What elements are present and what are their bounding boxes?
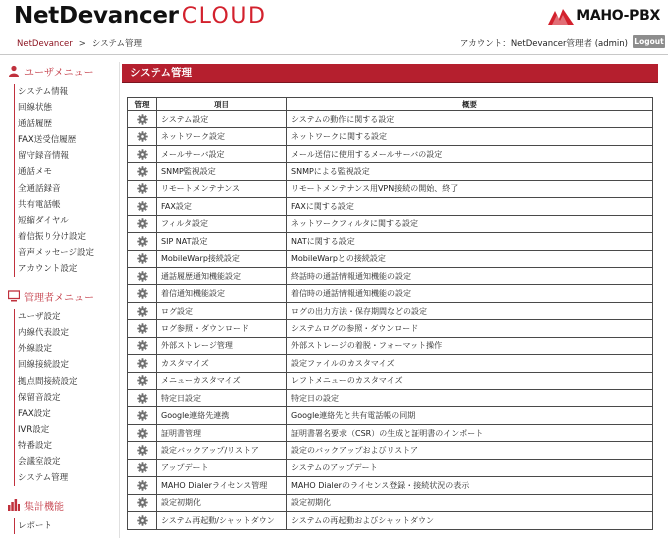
admin-menu-item[interactable]: 特番設定	[18, 440, 53, 451]
table-row	[128, 250, 653, 267]
gear-icon[interactable]	[137, 428, 148, 439]
gear-icon[interactable]	[137, 515, 148, 526]
table-row	[128, 372, 653, 389]
item-cell: 証明書管理	[157, 424, 287, 441]
system-settings-table	[127, 97, 653, 530]
gear-icon[interactable]	[137, 462, 148, 473]
item-cell: ログ参照・ダウンロード	[157, 320, 287, 337]
column-header-summary: 概要	[287, 98, 653, 111]
user-menu-item[interactable]: 短縮ダイヤル	[18, 215, 69, 226]
admin-menu-title	[8, 287, 118, 305]
admin-menu-item[interactable]: 拠点間接続設定	[18, 376, 78, 387]
manage-cell[interactable]	[128, 424, 157, 441]
user-menu-item[interactable]: 着信振り分け設定	[18, 231, 87, 242]
summary-cell: Google連絡先と共有電話帳の同期	[287, 407, 653, 424]
account-label: アカウント：	[459, 39, 511, 49]
summary-cell: 証明書署名要求（CSR）の生成と証明書のインポート	[287, 424, 653, 441]
item-cell: リモートメンテナンス	[157, 180, 287, 197]
item-cell: 通話履歴通知機能設定	[157, 267, 287, 284]
item-cell: FAX設定	[157, 198, 287, 215]
gear-icon[interactable]	[137, 218, 148, 229]
admin-menu-item[interactable]: IVR設定	[18, 424, 50, 435]
column-header-manage: 管理	[128, 98, 157, 111]
gear-icon[interactable]	[137, 183, 148, 194]
table-row	[128, 180, 653, 197]
summary-cell: 終話時の通話情報通知機能の設定	[287, 267, 653, 284]
item-cell: ログ設定	[157, 302, 287, 319]
user-menu-item[interactable]: 共有電話帳	[18, 199, 61, 210]
maho-logo-icon	[548, 7, 574, 25]
summary-cell: ログの出力方法・保存期間などの設定	[287, 302, 653, 319]
manage-cell[interactable]	[128, 302, 157, 319]
item-cell: MAHO Dialerライセンス管理	[157, 477, 287, 494]
gear-icon[interactable]	[137, 323, 148, 334]
table-row	[128, 355, 653, 372]
table-row	[128, 494, 653, 511]
gear-icon[interactable]	[137, 149, 148, 160]
item-cell: SNMP監視設定	[157, 163, 287, 180]
manage-cell[interactable]	[128, 494, 157, 511]
user-menu-title-label: ユーザメニュー	[24, 67, 94, 79]
table-row	[128, 111, 653, 128]
admin-menu-item[interactable]: 保留音設定	[18, 392, 61, 403]
summary-cell: メール送信に使用するメールサーバの設定	[287, 145, 653, 162]
gear-icon[interactable]	[137, 358, 148, 369]
summary-cell: 着信時の通話情報通知機能の設定	[287, 285, 653, 302]
summary-cell: NATに関する設定	[287, 233, 653, 250]
user-menu-item[interactable]: 音声メッセージ設定	[18, 247, 94, 258]
item-cell: メールサーバ設定	[157, 145, 287, 162]
user-menu-item[interactable]: FAX送受信履歴	[18, 135, 77, 146]
item-cell: ネットワーク設定	[157, 128, 287, 145]
logo-text: NetDevancer	[14, 3, 179, 29]
logo-cloud-text: CLOUD	[181, 4, 267, 29]
gear-icon[interactable]	[137, 166, 148, 177]
brand-text: MAHO-PBX	[576, 8, 660, 24]
table-row	[128, 145, 653, 162]
item-cell: MobileWarp接続設定	[157, 250, 287, 267]
breadcrumb-current: システム管理	[91, 39, 143, 49]
main-content	[122, 64, 658, 530]
summary-cell: システムログの参照・ダウンロード	[287, 320, 653, 337]
summary-cell: MobileWarpとの接続設定	[287, 250, 653, 267]
table-row	[128, 302, 653, 319]
manage-cell[interactable]	[128, 512, 157, 529]
user-menu-item[interactable]: アカウント設定	[18, 264, 78, 275]
gear-icon[interactable]	[137, 236, 148, 247]
manage-cell[interactable]	[128, 128, 157, 145]
app-header	[0, 0, 668, 35]
manage-cell[interactable]	[128, 407, 157, 424]
table-row	[128, 163, 653, 180]
table-row	[128, 128, 653, 145]
manage-cell[interactable]	[128, 111, 157, 128]
summary-cell: 設定のバックアップおよびリストア	[287, 442, 653, 459]
gear-icon[interactable]	[137, 445, 148, 456]
table-row	[128, 512, 653, 529]
manage-cell[interactable]	[128, 320, 157, 337]
manage-cell[interactable]	[128, 390, 157, 407]
admin-menu-list	[14, 309, 118, 486]
summary-cell: SNMPによる監視設定	[287, 163, 653, 180]
table-row	[128, 442, 653, 459]
admin-menu-item[interactable]: 回線接続設定	[18, 360, 70, 371]
monitor-icon	[8, 290, 20, 302]
table-row	[128, 320, 653, 337]
user-menu-item[interactable]: 回線状態	[18, 103, 53, 114]
gear-icon[interactable]	[137, 201, 148, 212]
manage-cell[interactable]	[128, 250, 157, 267]
breadcrumb-home-link[interactable]: NetDevancer	[17, 39, 73, 49]
manage-cell[interactable]	[128, 163, 157, 180]
item-cell: メニューカスタマイズ	[157, 372, 287, 389]
gear-icon[interactable]	[137, 340, 148, 351]
summary-cell: 外部ストレージの着脱・フォーマット操作	[287, 337, 653, 354]
stats-menu-title	[8, 496, 118, 514]
admin-menu-item[interactable]: 内線代表設定	[18, 328, 70, 339]
table-row	[128, 267, 653, 284]
user-menu-title	[8, 62, 118, 80]
item-cell: Google連絡先連携	[157, 407, 287, 424]
admin-menu-item[interactable]: 会議室設定	[18, 456, 61, 467]
summary-cell: FAXに関する設定	[287, 198, 653, 215]
item-cell: 外部ストレージ管理	[157, 337, 287, 354]
summary-cell: 設定初期化	[287, 494, 653, 511]
bar-chart-icon	[8, 499, 20, 511]
summary-cell: ネットワークに関する設定	[287, 128, 653, 145]
table-row	[128, 285, 653, 302]
breadcrumb	[17, 37, 142, 49]
sub-header	[0, 35, 668, 53]
item-cell: 設定バックアップ/リストア	[157, 442, 287, 459]
table-row	[128, 424, 653, 441]
manage-cell[interactable]	[128, 145, 157, 162]
column-header-item: 項目	[157, 98, 287, 111]
item-cell: カスタマイズ	[157, 355, 287, 372]
item-cell: 設定初期化	[157, 494, 287, 511]
summary-cell: レフトメニューのカスタマイズ	[287, 372, 653, 389]
app-logo[interactable]	[14, 3, 266, 29]
admin-menu-item[interactable]: FAX設定	[18, 408, 51, 419]
summary-cell: 設定ファイルのカスタマイズ	[287, 355, 653, 372]
gear-icon[interactable]	[137, 393, 148, 404]
logout-button[interactable]: Logout	[634, 37, 664, 46]
manage-cell[interactable]	[128, 180, 157, 197]
sidebar-divider	[119, 62, 120, 538]
manage-cell[interactable]	[128, 233, 157, 250]
summary-cell: システムの動作に関する設定	[287, 111, 653, 128]
sidebar	[8, 62, 118, 538]
gear-icon[interactable]	[137, 271, 148, 282]
admin-menu-item[interactable]: システム管理	[18, 473, 69, 484]
gear-icon[interactable]	[137, 410, 148, 421]
manage-cell[interactable]	[128, 285, 157, 302]
maho-pbx-brand	[548, 6, 660, 26]
manage-cell[interactable]	[128, 215, 157, 232]
manage-cell[interactable]	[128, 477, 157, 494]
stats-menu-list	[14, 518, 118, 534]
item-cell: システム設定	[157, 111, 287, 128]
gear-icon[interactable]	[137, 253, 148, 264]
gear-icon[interactable]	[137, 497, 148, 508]
table-row	[128, 390, 653, 407]
person-icon	[8, 65, 20, 77]
gear-icon[interactable]	[137, 480, 148, 491]
user-menu-item[interactable]: 留守録音情報	[18, 151, 70, 162]
stats-menu-item[interactable]: レポート	[18, 521, 53, 532]
table-row	[128, 337, 653, 354]
header-divider	[0, 54, 668, 55]
user-menu-item[interactable]: 通話履歴	[18, 119, 53, 130]
gear-icon[interactable]	[137, 288, 148, 299]
manage-cell[interactable]	[128, 355, 157, 372]
breadcrumb-separator: >	[78, 39, 86, 49]
table-row	[128, 233, 653, 250]
table-row	[128, 477, 653, 494]
gear-icon[interactable]	[137, 306, 148, 317]
gear-icon[interactable]	[137, 114, 148, 125]
manage-cell[interactable]	[128, 198, 157, 215]
admin-menu-item[interactable]: 外線設定	[18, 344, 53, 355]
admin-menu-item[interactable]: ユーザ設定	[18, 312, 61, 323]
summary-cell: 特定日の設定	[287, 390, 653, 407]
item-cell: フィルタ設定	[157, 215, 287, 232]
page-title: システム管理	[122, 64, 658, 83]
manage-cell[interactable]	[128, 459, 157, 476]
table-row	[128, 198, 653, 215]
stats-menu-title-label: 集計機能	[24, 501, 64, 513]
manage-cell[interactable]	[128, 442, 157, 459]
manage-cell[interactable]	[128, 372, 157, 389]
summary-cell: リモートメンテナンス用VPN接続の開始、終了	[287, 180, 653, 197]
manage-cell[interactable]	[128, 337, 157, 354]
item-cell: アップデート	[157, 459, 287, 476]
item-cell: システム再起動/シャットダウン	[157, 512, 287, 529]
item-cell: 着信通知機能設定	[157, 285, 287, 302]
user-menu-list	[14, 84, 118, 277]
item-cell: SIP NAT設定	[157, 233, 287, 250]
summary-cell: ネットワークフィルタに関する設定	[287, 215, 653, 232]
user-menu-item[interactable]: システム情報	[18, 87, 69, 97]
user-menu-item[interactable]: 通話メモ	[18, 167, 53, 178]
table-header-row	[128, 98, 653, 111]
account-name: NetDevancer管理者 (admin)	[510, 39, 628, 49]
admin-menu-title-label: 管理者メニュー	[24, 292, 94, 304]
summary-cell: システムの再起動およびシャットダウン	[287, 512, 653, 529]
summary-cell: システムのアップデート	[287, 459, 653, 476]
table-row	[128, 215, 653, 232]
account-info	[460, 37, 628, 49]
user-menu-item[interactable]: 全通話録音	[18, 183, 61, 194]
gear-icon[interactable]	[137, 375, 148, 386]
item-cell: 特定日設定	[157, 390, 287, 407]
table-row	[128, 407, 653, 424]
manage-cell[interactable]	[128, 267, 157, 284]
gear-icon[interactable]	[137, 131, 148, 142]
summary-cell: MAHO Dialerのライセンス登録・接続状況の表示	[287, 477, 653, 494]
table-row	[128, 459, 653, 476]
